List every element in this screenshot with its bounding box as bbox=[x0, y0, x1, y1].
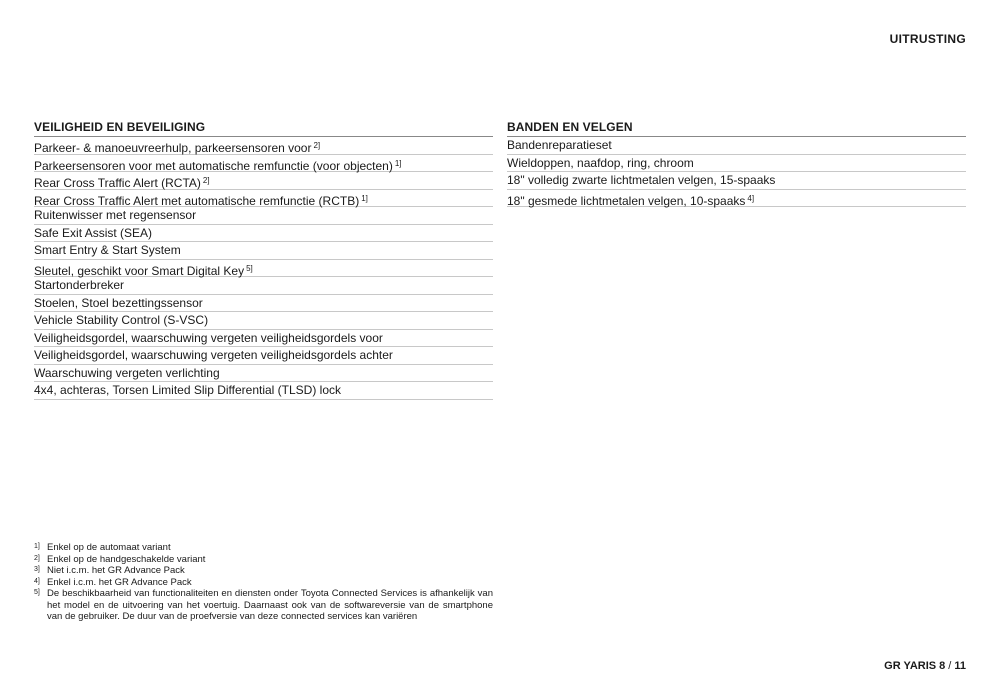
footnote-text: Enkel op de handgeschakelde variant bbox=[47, 553, 206, 565]
footnote-number: 2] bbox=[34, 554, 40, 562]
footnote-text: De beschikbaarheid van functionaliteiten en diensten onder Toyota Connected Services is afhankelijk van het model en de uitvoering van het voertuig. Daarnaast ook van de softwareversie van de smartphone van de gebruiker. De duur van de proefversie van deze connected services kan variëren bbox=[47, 588, 493, 622]
equipment-row bbox=[34, 330, 493, 348]
equipment-label: Bandenreparatieset bbox=[507, 138, 612, 152]
equipment-label: Veiligheidsgordel, waarschuwing vergeten veiligheidsgordels achter bbox=[34, 348, 393, 362]
equipment-row bbox=[507, 137, 966, 155]
footnote bbox=[34, 588, 493, 623]
equipment-label: 4x4, achteras, Torsen Limited Slip Differential (TLSD) lock bbox=[34, 383, 342, 397]
footnote-ref: 2] bbox=[313, 141, 321, 150]
footnote bbox=[34, 577, 493, 589]
equipment-row bbox=[34, 137, 493, 155]
page-header-title: UITRUSTING bbox=[889, 32, 966, 46]
equipment-label: Rear Cross Traffic Alert met automatische remfunctie (RCTB) bbox=[34, 193, 360, 208]
footnote-text: Enkel op de automaat variant bbox=[47, 542, 171, 553]
equipment-row bbox=[34, 190, 493, 208]
equipment-label: Parkeersensoren voor met automatische remfunctie (voor objecten) bbox=[34, 158, 393, 173]
equipment-row bbox=[34, 260, 493, 278]
equipment-label: Sleutel, geschikt voor Smart Digital Key bbox=[34, 263, 245, 278]
section-title: BANDEN EN VELGEN bbox=[507, 119, 966, 137]
equipment-label: Rear Cross Traffic Alert (RCTA) bbox=[34, 176, 201, 190]
footnote-ref: 2] bbox=[202, 176, 210, 185]
equipment-row bbox=[507, 190, 966, 208]
footnote bbox=[34, 565, 493, 577]
equipment-row bbox=[507, 172, 966, 190]
equipment-label: Ruitenwisser met regensensor bbox=[34, 208, 197, 222]
equipment-row bbox=[34, 347, 493, 365]
section-title: VEILIGHEID EN BEVEILIGING bbox=[34, 119, 493, 137]
equipment-row bbox=[34, 312, 493, 330]
page-separator: / bbox=[948, 660, 952, 672]
equipment-label: Startonderbreker bbox=[34, 278, 125, 292]
footnote-ref: 1] bbox=[394, 158, 402, 168]
page-total: 11 bbox=[954, 660, 966, 672]
equipment-list bbox=[507, 137, 966, 207]
equipment-label: Veiligheidsgordel, waarschuwing vergeten veiligheidsgordels voor bbox=[34, 330, 383, 345]
footnote-text: Niet i.c.m. het GR Advance Pack bbox=[47, 565, 185, 576]
footnote-ref: 1] bbox=[361, 193, 368, 203]
footnote-ref: 5] bbox=[246, 263, 253, 273]
footnote-number: 3] bbox=[34, 566, 40, 573]
page-number: 8 bbox=[939, 660, 946, 672]
page-footer bbox=[884, 660, 966, 672]
equipment-label: Parkeer- & manoeuvreerhulp, parkeersensoren voor bbox=[34, 141, 312, 155]
tyres-wheels-section bbox=[507, 119, 966, 207]
equipment-row bbox=[34, 365, 493, 383]
equipment-row bbox=[34, 172, 493, 190]
equipment-label: 18" gesmede lichtmetalen velgen, 10-spaaks bbox=[507, 193, 746, 208]
footnotes bbox=[34, 542, 493, 623]
safety-security-section bbox=[34, 119, 493, 400]
equipment-row bbox=[34, 207, 493, 225]
equipment-list bbox=[34, 137, 493, 400]
model-name: GR YARIS bbox=[884, 660, 937, 672]
equipment-label: Smart Entry & Start System bbox=[34, 243, 181, 257]
equipment-label: Wieldoppen, naafdop, ring, chroom bbox=[507, 155, 694, 170]
footnote-number: 4] bbox=[34, 577, 40, 585]
footnote-number: 5] bbox=[34, 589, 40, 596]
equipment-row bbox=[34, 277, 493, 295]
equipment-label: Vehicle Stability Control (S-VSC) bbox=[34, 313, 209, 327]
equipment-row bbox=[34, 225, 493, 243]
equipment-label: Waarschuwing vergeten verlichting bbox=[34, 365, 220, 380]
equipment-label: Stoelen, Stoel bezettingssensor bbox=[34, 295, 203, 310]
equipment-row bbox=[34, 295, 493, 313]
equipment-row bbox=[34, 155, 493, 173]
footnote bbox=[34, 554, 493, 566]
footnote-number: 1] bbox=[34, 543, 40, 550]
equipment-row bbox=[34, 242, 493, 260]
equipment-label: 18" volledig zwarte lichtmetalen velgen, 15-spaaks bbox=[507, 173, 776, 187]
equipment-label: Safe Exit Assist (SEA) bbox=[34, 225, 153, 240]
equipment-row bbox=[507, 155, 966, 173]
footnote-ref: 4] bbox=[747, 193, 755, 203]
equipment-row bbox=[34, 382, 493, 400]
footnote-text: Enkel i.c.m. het GR Advance Pack bbox=[47, 576, 192, 588]
footnote bbox=[34, 542, 493, 554]
